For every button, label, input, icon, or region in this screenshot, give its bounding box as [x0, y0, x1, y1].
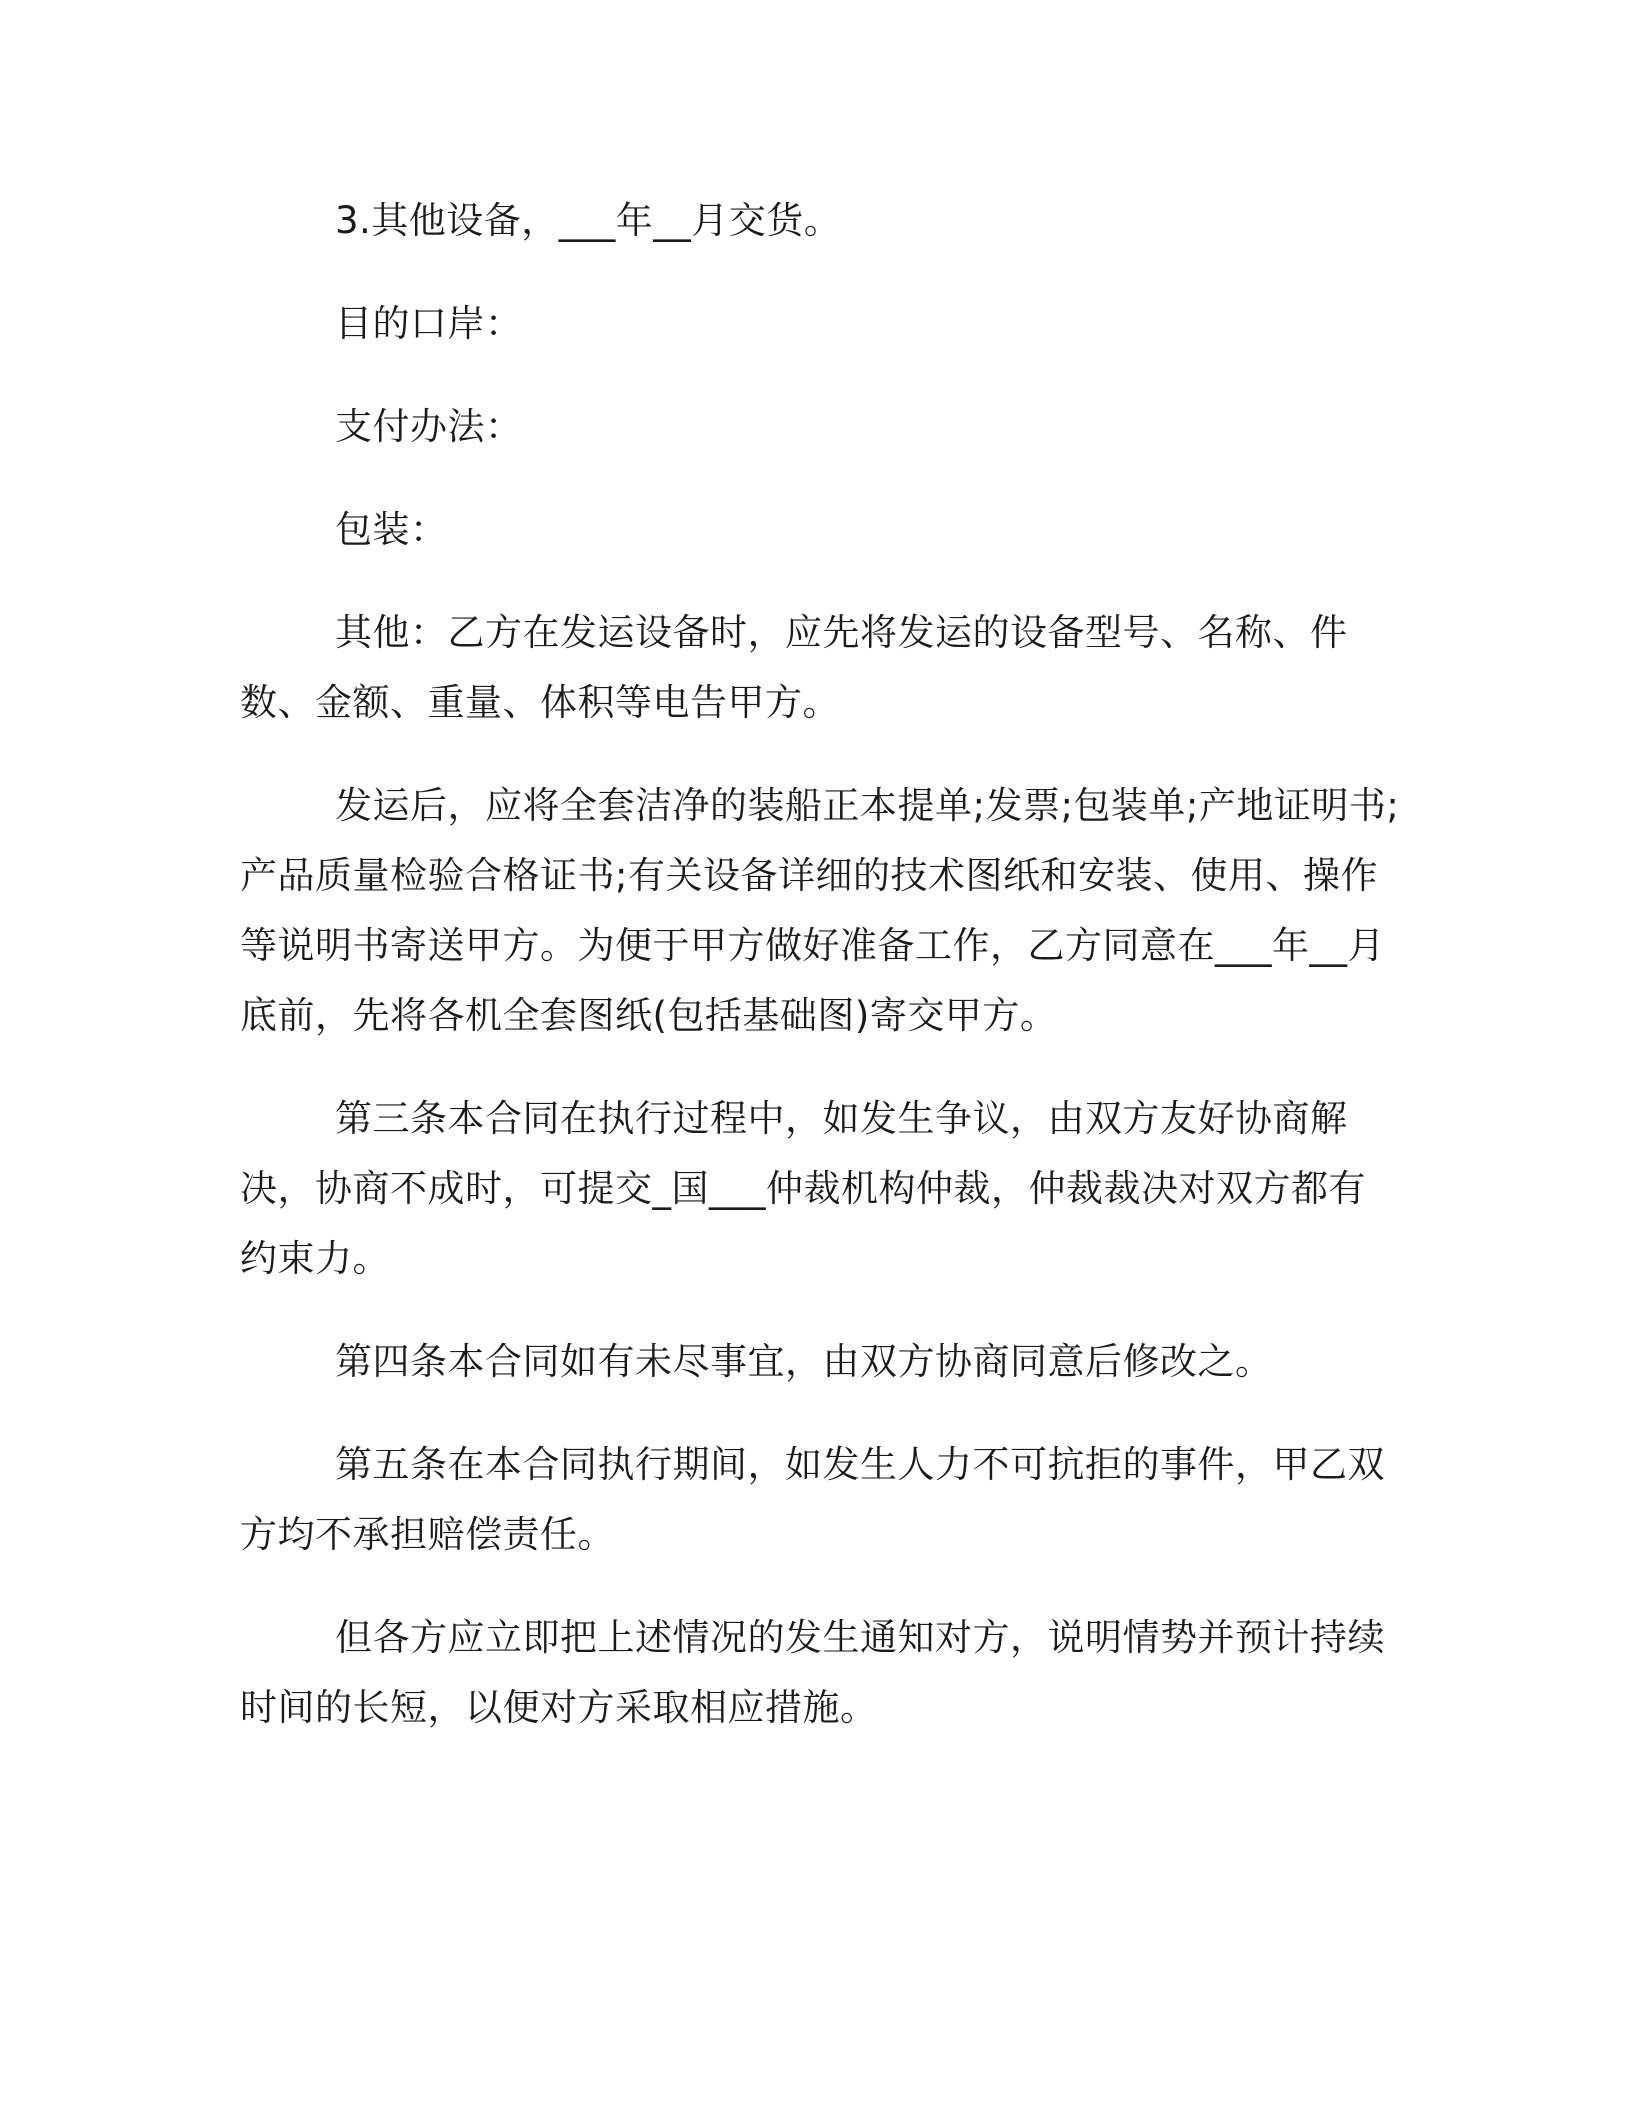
paragraph-packaging: 包装：: [335, 508, 448, 551]
paragraph-force-majeure-notice: 但各方应立即把上述情况的发生通知对方，说明情势并预计持续时间的长短，以便对方采取相应措施。: [240, 1616, 1385, 1729]
document-body: [240, 186, 1400, 1776]
paragraph-article-3-disputes: 第三条本合同在执行过程中，如发生争议，由双方友好协商解决，协商不成时，可提交_国___仲裁机构仲裁，仲裁裁决对双方都有约束力。: [240, 1097, 1366, 1280]
paragraph-article-5-force-majeure: 第五条在本合同执行期间，如发生人力不可抗拒的事件，甲乙双方均不承担赔偿责任。: [240, 1443, 1385, 1556]
paragraph-after-shipment-documents: 发运后，应将全套洁净的装船正本提单;发票;包装单;产地证明书;产品质量检验合格证书;有关设备详细的技术图纸和安装、使用、操作等说明书寄送甲方。为便于甲方做好准备工作，乙方同意在___年__月底前，先将各机全套图纸(包括基础图)寄交甲方。: [240, 784, 1400, 1037]
paragraph-payment-method: 支付办法：: [335, 405, 523, 448]
paragraph-destination-port: 目的口岸：: [335, 302, 523, 345]
paragraph-delivery-other-equipment: 3.其他设备，___年__月交货。: [335, 199, 842, 242]
paragraph-other-shipping-notice: 其他：乙方在发运设备时，应先将发运的设备型号、名称、件数、金额、重量、体积等电告甲方。: [240, 611, 1348, 724]
paragraph-article-4-amendments: 第四条本合同如有未尽事宜，由双方协商同意后修改之。: [335, 1340, 1273, 1383]
